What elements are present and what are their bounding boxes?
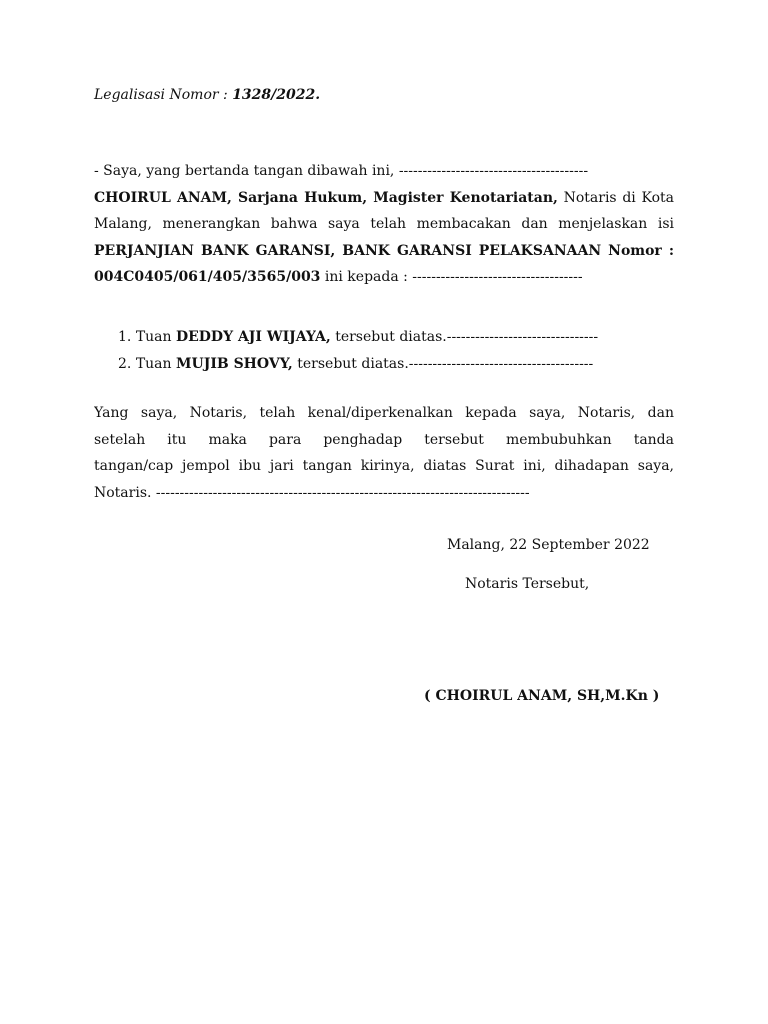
intro-line-3: Malang, menerangkan bahwa saya telah membacakan dan menjelaskan isi: [94, 216, 674, 232]
intro-line-5-rest: ini kepada : ------------------------------------: [320, 269, 583, 285]
legalization-label: Legalisasi Nomor :: [94, 87, 233, 103]
statement-paragraph: [94, 400, 674, 506]
statement-line-3: tangan/cap jempol ibu jari tangan kirinya, diatas Surat ini, dihadapan saya,: [94, 458, 674, 474]
legalization-number: 1328/2022.: [232, 87, 321, 103]
party-item: [118, 324, 678, 351]
intro-paragraph: [94, 158, 674, 291]
party-name: DEDDY AJI WIJAYA,: [175, 329, 331, 345]
statement-line-1: Yang saya, Notaris, telah kenal/diperkenalkan kepada saya, Notaris, dan: [94, 405, 674, 421]
party-item: [118, 351, 678, 378]
statement-line-2: setelah itu maka para penghadap tersebut membubuhkan tanda: [94, 431, 674, 448]
party-index: 2.: [118, 355, 132, 372]
legalization-number-line: [94, 87, 320, 103]
agreement-title: PERJANJIAN BANK GARANSI, BANK GARANSI PELAKSANAAN Nomor :: [94, 242, 674, 259]
party-rest: tersebut diatas.--------------------------------: [330, 329, 599, 345]
party-name: MUJIB SHOVY,: [175, 355, 293, 372]
signer-role: Notaris Tersebut,: [465, 576, 590, 592]
party-title: Tuan: [135, 329, 176, 345]
notary-full-name: CHOIRUL ANAM, Sarjana Hukum, Magister Kenotariatan,: [94, 189, 558, 206]
intro-line-2-rest: Notaris di Kota: [557, 189, 674, 206]
agreement-number: 004C0405/061/405/3565/003: [94, 269, 321, 285]
signer-name: ( CHOIRUL ANAM, SH,M.Kn ): [424, 688, 660, 704]
party-rest: tersebut diatas.---------------------------------------: [292, 355, 594, 372]
parties-list: [118, 324, 678, 377]
intro-line-2: [94, 185, 674, 212]
party-index: 1.: [118, 329, 132, 345]
party-title: Tuan: [135, 355, 176, 372]
intro-line-5: [94, 264, 674, 291]
statement-line-4: Notaris. -------------------------------------------------------------------------------: [94, 484, 530, 501]
intro-line-1: - Saya, yang bertanda tangan dibawah ini, ----------------------------------------: [94, 163, 589, 179]
place-date: Malang, 22 September 2022: [447, 537, 650, 553]
